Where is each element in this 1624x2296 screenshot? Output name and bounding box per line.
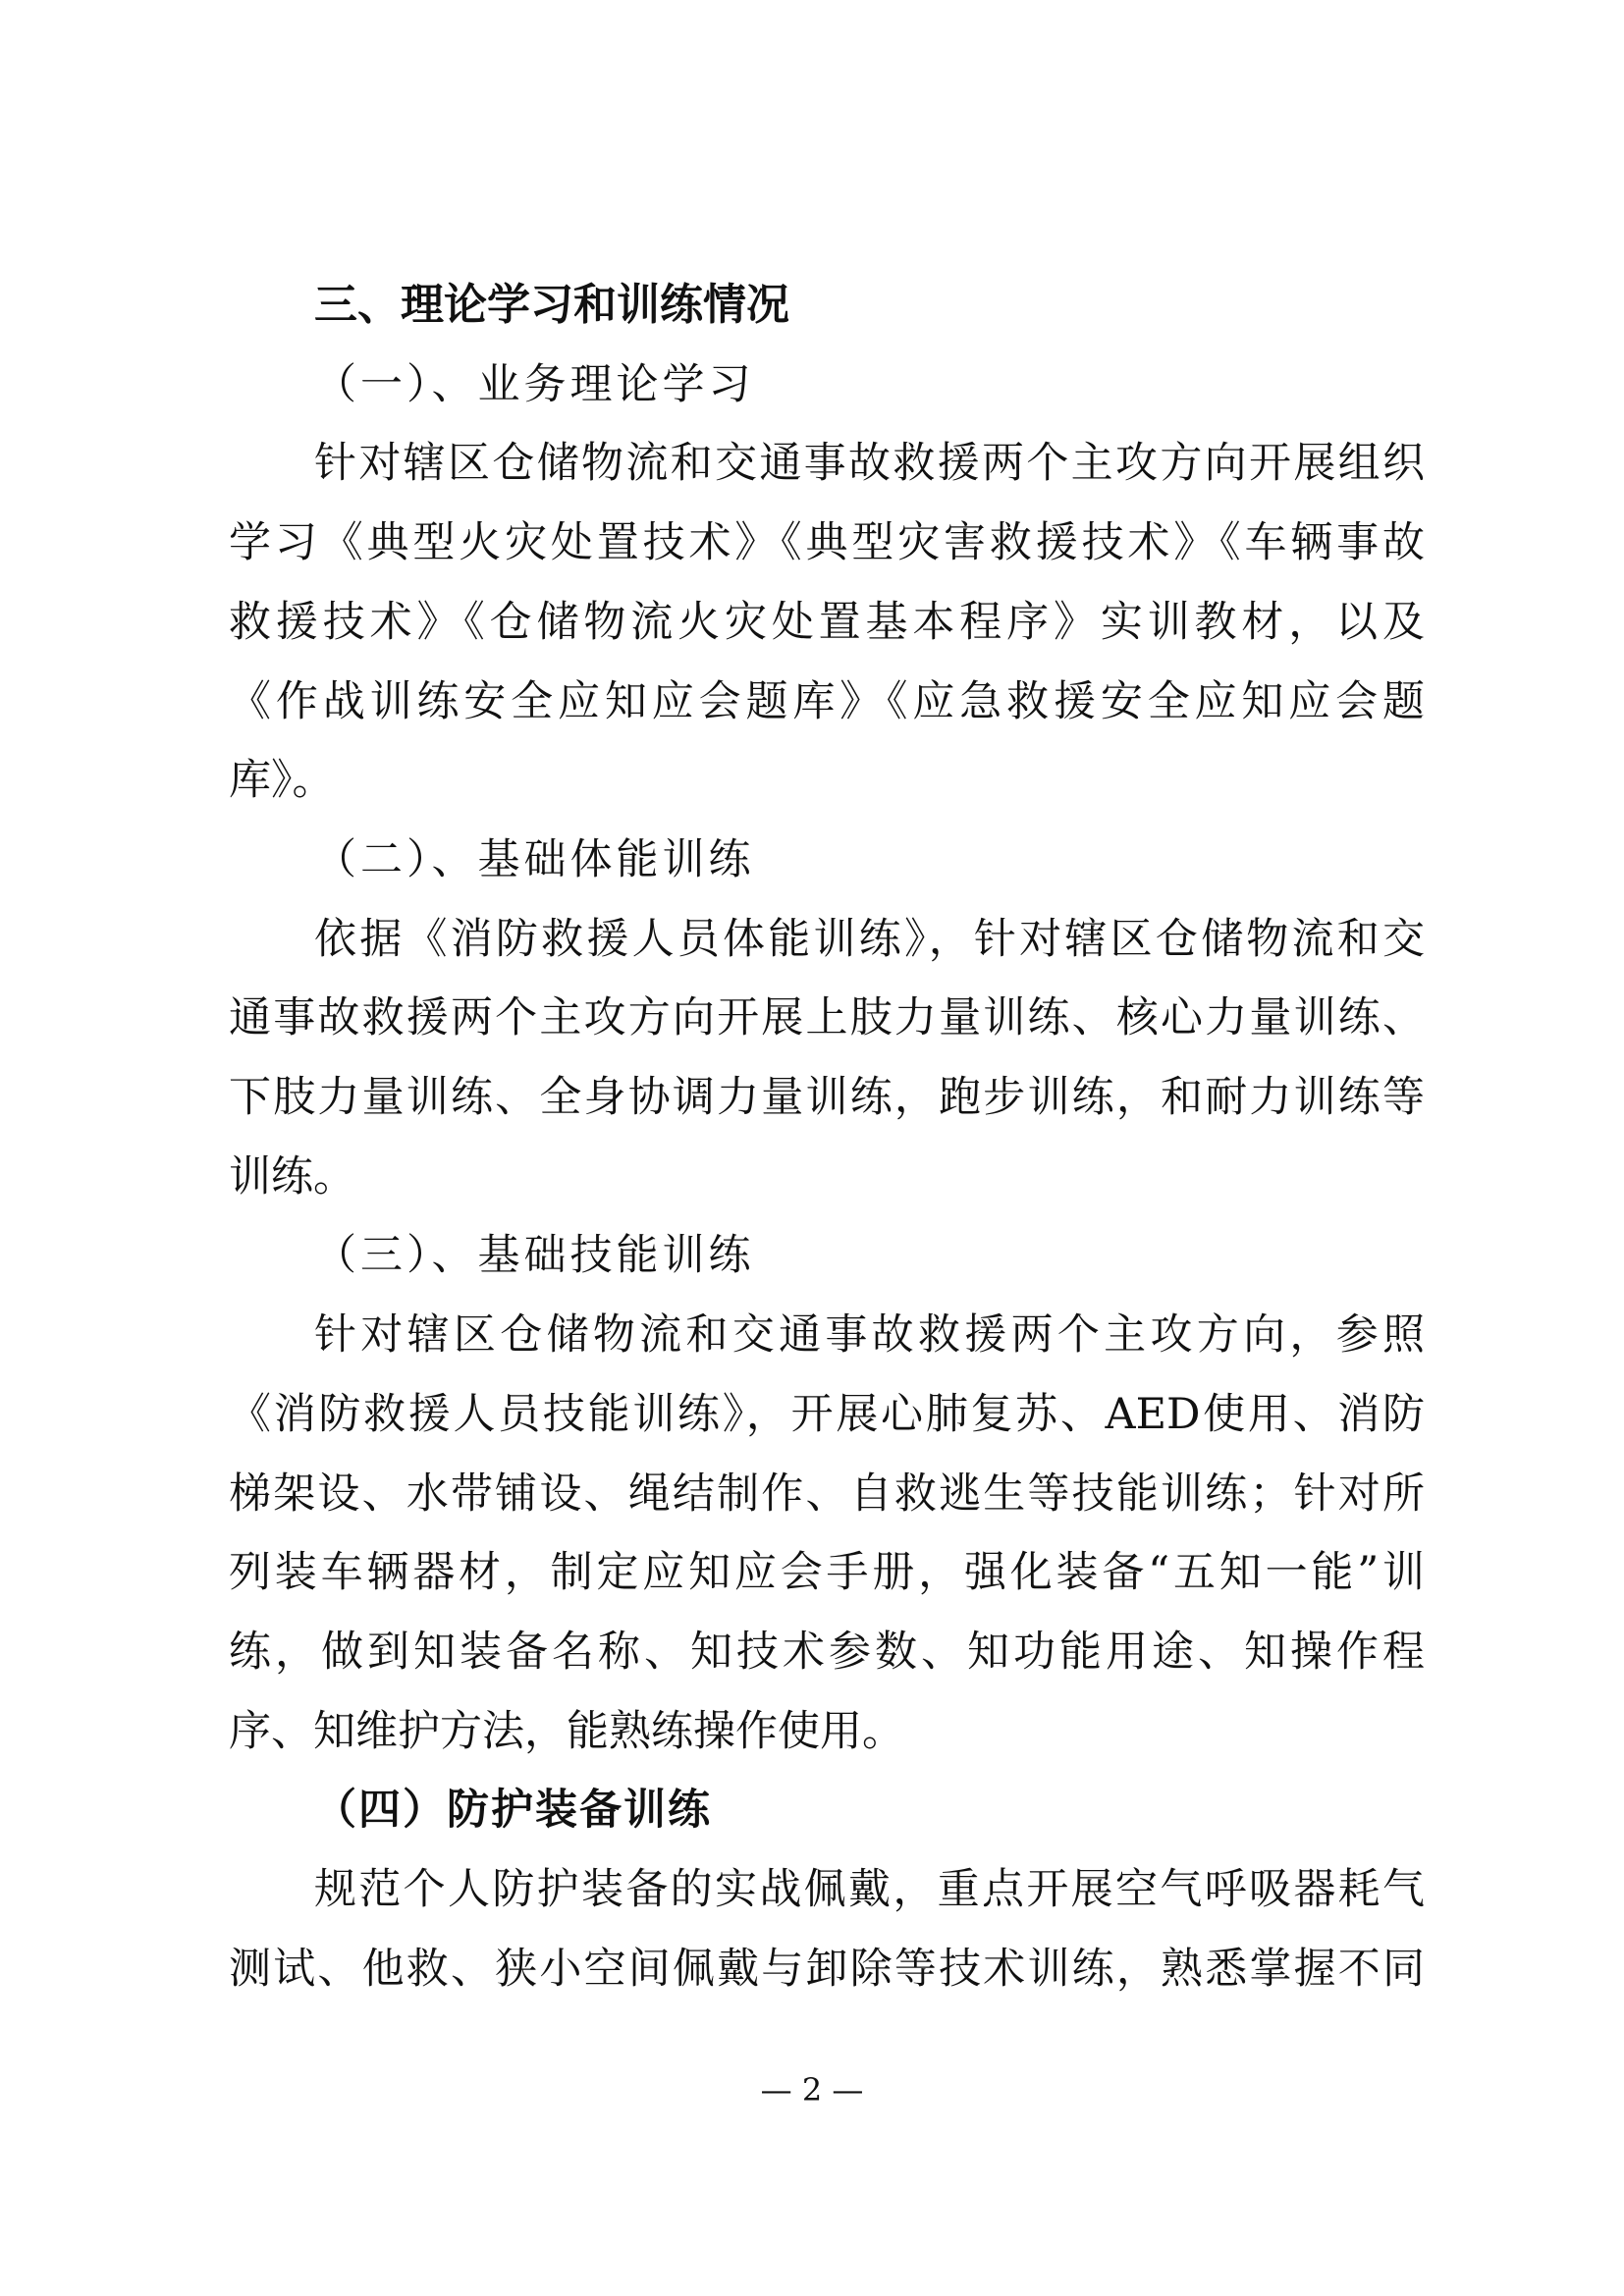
subsection-title: （一）、业务理论学习 bbox=[314, 359, 755, 409]
paragraph-line: 练，做到知装备名称、知技术参数、知功能用途、知操作程 bbox=[229, 1627, 1425, 1677]
paragraph-line: 《消防救援人员技能训练》，开展心肺复苏、AED使用、消防 bbox=[229, 1389, 1425, 1439]
paragraph-line: 列装车辆器材，制定应知应会手册，强化装备“五知一能”训 bbox=[229, 1548, 1425, 1598]
paragraph-line: 规范个人防护装备的实战佩戴，重点开展空气呼吸器耗气 bbox=[314, 1865, 1425, 1914]
paragraph-line: 序、知维护方法，能熟练操作使用。 bbox=[229, 1706, 904, 1756]
paragraph-line: 梯架设、水带铺设、绳结制作、自救逃生等技能训练；针对所 bbox=[229, 1468, 1425, 1519]
paragraph-line: 学习《典型火灾处置技术》《典型灾害救援技术》《车辆事故 bbox=[229, 518, 1425, 568]
paragraph-line: 通事故救援两个主攻方向开展上肢力量训练、核心力量训练、 bbox=[229, 993, 1425, 1043]
subsection-title: （三）、基础技能训练 bbox=[314, 1231, 755, 1281]
paragraph-line: 救援技术》《仓储物流火灾处置基本程序》实训教材，以及 bbox=[229, 597, 1425, 647]
section-heading: 三、理论学习和训练情况 bbox=[314, 280, 789, 330]
paragraph-line: 针对辖区仓储物流和交通事故救援两个主攻方向，参照 bbox=[314, 1310, 1425, 1361]
subsection-title: （二）、基础体能训练 bbox=[314, 834, 755, 884]
subsection-title: （四）防护装备训练 bbox=[314, 1786, 712, 1836]
paragraph-line: 测试、他救、狭小空间佩戴与卸除等技术训练，熟悉掌握不同 bbox=[229, 1944, 1425, 1994]
paragraph-line: 《作战训练安全应知应会题库》《应急救援安全应知应会题 bbox=[229, 676, 1425, 726]
paragraph-line: 针对辖区仓储物流和交通事故救援两个主攻方向开展组织 bbox=[314, 439, 1425, 489]
paragraph-line: 训练。 bbox=[229, 1151, 355, 1201]
paragraph-line: 下肢力量训练、全身协调力量训练，跑步训练，和耐力训练等 bbox=[229, 1073, 1425, 1122]
page-number: — 2 — bbox=[760, 2071, 864, 2109]
paragraph-line: 依据《消防救援人员体能训练》，针对辖区仓储物流和交 bbox=[314, 914, 1425, 964]
paragraph-line: 库》。 bbox=[229, 756, 335, 806]
